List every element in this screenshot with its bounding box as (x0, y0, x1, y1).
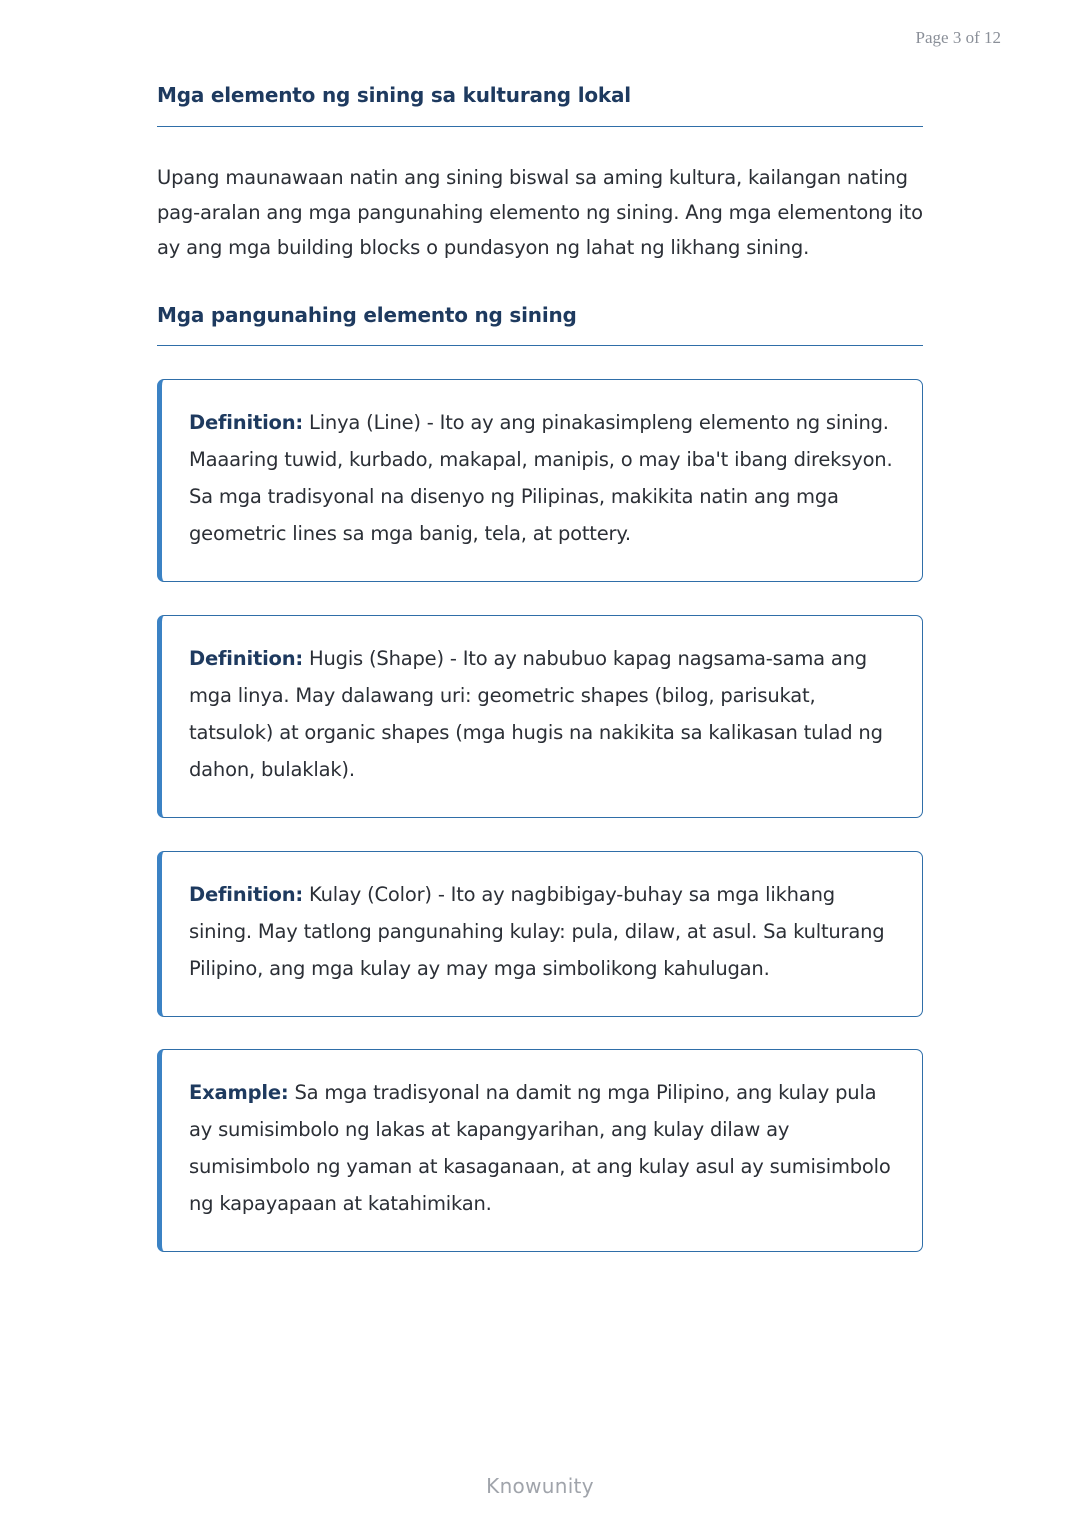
card-label: Definition: (189, 647, 304, 670)
card-body: Linya (Line) - Ito ay ang pinakasimpleng elemento ng sining. Maaaring tuwid, kurbado, makapal, manipis, o may iba't ibang direksyon. Sa mga tradisyonal na disenyo ng Pilipinas, makikita natin ang mga geometric lines sa mga banig, tela, at pottery. (189, 411, 893, 545)
card-label: Definition: (189, 883, 304, 906)
example-card-colors (157, 1049, 923, 1252)
section-heading-local-culture: Mga elemento ng sining sa kulturang lokal (157, 83, 631, 107)
heading-divider (157, 126, 923, 127)
card-body: Kulay (Color) - Ito ay nagbibigay-buhay sa mga likhang sining. May tatlong pangunahing kulay: pula, dilaw, at asul. Sa kulturang Pilipino, ang mga kulay ay may mga simbolikong kahulugan. (189, 883, 885, 980)
card-text (189, 876, 900, 987)
card-label: Definition: (189, 411, 304, 434)
card-text (189, 1074, 900, 1222)
card-text (189, 404, 900, 552)
definition-card-shape (157, 615, 923, 818)
card-body: Hugis (Shape) - Ito ay nabubuo kapag nagsama-sama ang mga linya. May dalawang uri: geometric shapes (bilog, parisukat, tatsulok) at organic shapes (mga hugis na nakikita sa kalikasan tulad ng dahon, bulaklak). (189, 647, 883, 781)
footer-brand-watermark: Knowunity (486, 1474, 594, 1498)
card-body: Sa mga tradisyonal na damit ng mga Pilipino, ang kulay pula ay sumisimbolo ng lakas at kapangyarihan, ang kulay dilaw ay sumisimbolo ng yaman at kasaganaan, at ang kulay asul ay sumisimbolo ng kapayapaan at katahimikan. (189, 1081, 891, 1215)
card-text (189, 640, 900, 788)
definition-card-color (157, 851, 923, 1017)
definition-card-line (157, 379, 923, 582)
intro-paragraph: Upang maunawaan natin ang sining biswal sa aming kultura, kailangan nating pag-aralan ang mga pangunahing elemento ng sining. Ang mga elementong ito ay ang mga building blocks o pundasyon ng lahat ng likhang sining. (157, 166, 923, 259)
card-label: Example: (189, 1081, 289, 1104)
heading-divider (157, 345, 923, 346)
page-number: Page 3 of 12 (915, 28, 1001, 47)
section-heading-main-elements: Mga pangunahing elemento ng sining (157, 303, 577, 327)
